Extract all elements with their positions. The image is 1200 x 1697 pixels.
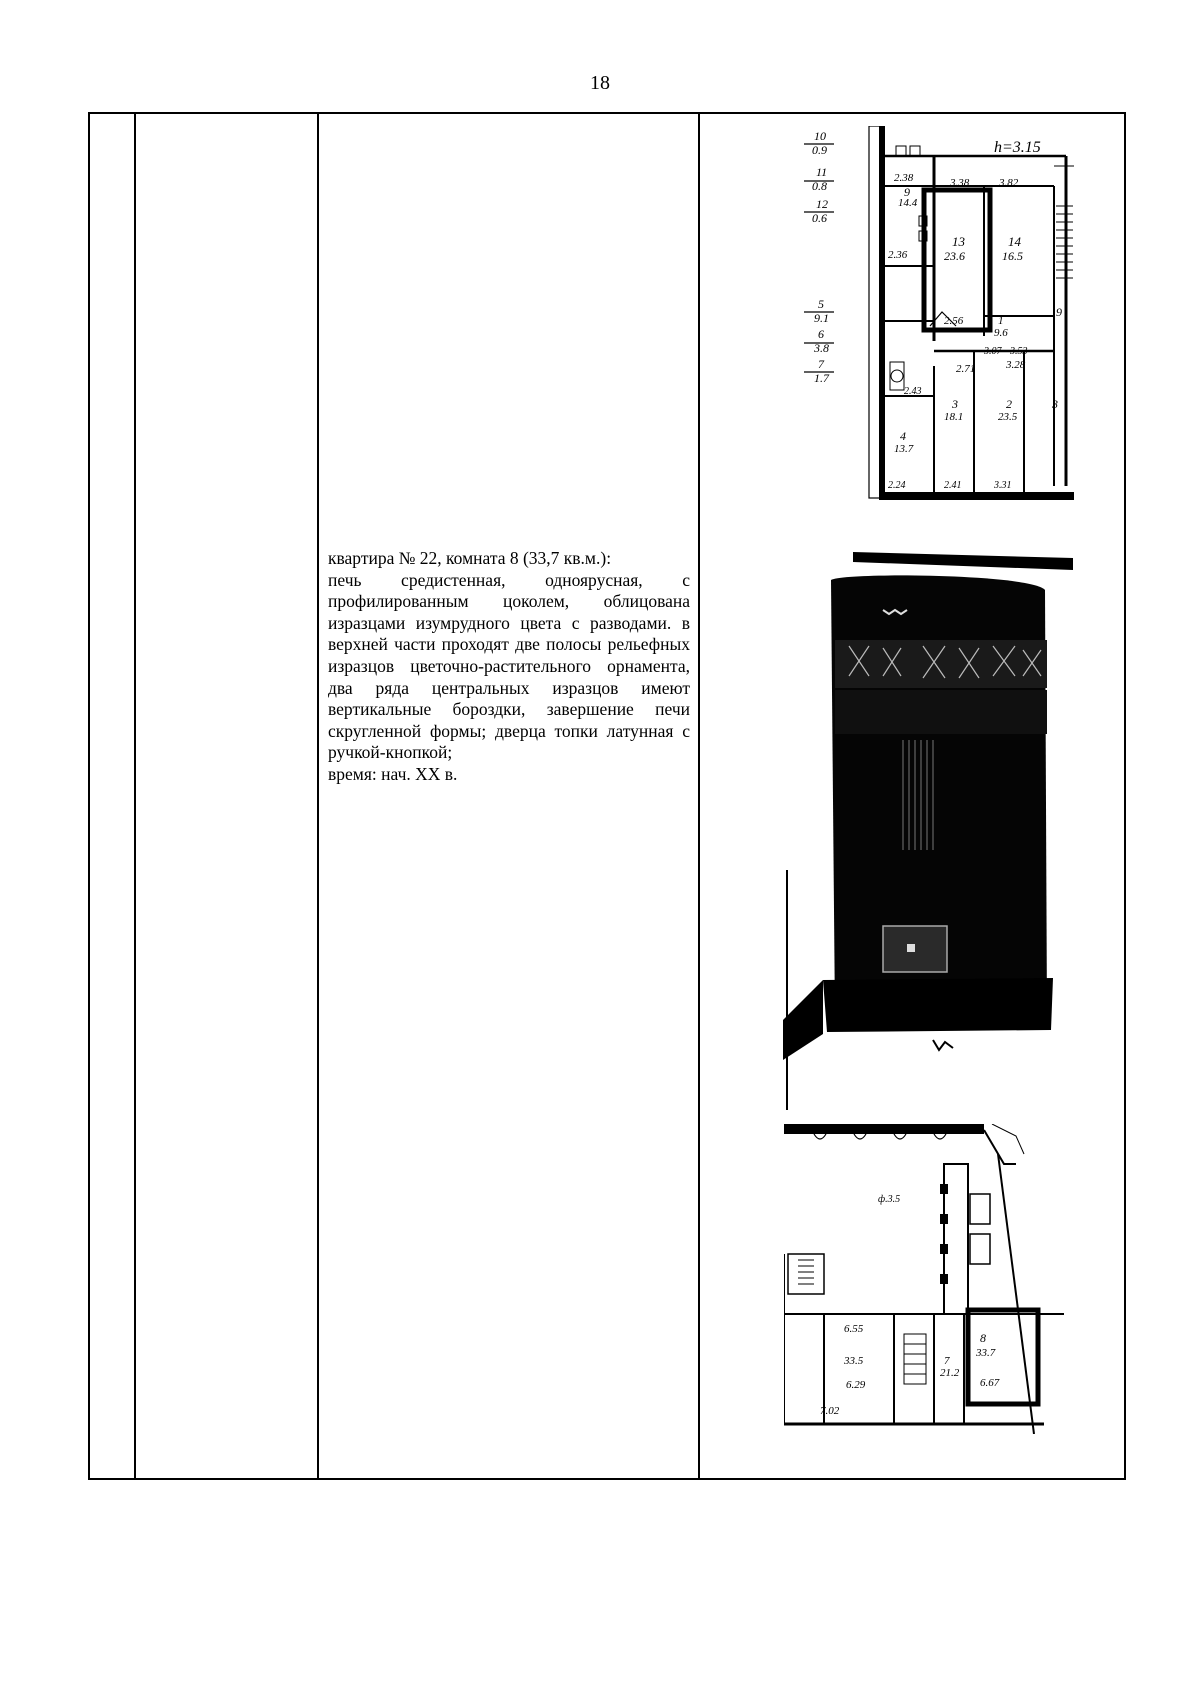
svg-text:18.1: 18.1 <box>944 411 964 423</box>
svg-text:11: 11 <box>816 165 828 179</box>
floor-plan-apartment <box>784 126 1074 508</box>
svg-text:0.8: 0.8 <box>812 179 827 193</box>
svg-text:10: 10 <box>814 129 826 143</box>
svg-text:9.6: 9.6 <box>994 327 1008 339</box>
svg-text:12: 12 <box>816 197 828 211</box>
floor-plan-building <box>784 1124 1074 1434</box>
stove-description <box>328 548 690 786</box>
stove-photo <box>783 550 1075 1110</box>
svg-text:3.82: 3.82 <box>999 177 1019 189</box>
svg-text:3.31: 3.31 <box>994 480 1012 491</box>
svg-text:6: 6 <box>818 327 824 341</box>
svg-text:3.07: 3.07 <box>984 346 1002 357</box>
apartment-room-line: квартира № 22, комната 8 (33,7 кв.м.): <box>328 548 612 568</box>
svg-text:7.02: 7.02 <box>820 1405 840 1417</box>
svg-text:2.41: 2.41 <box>944 480 962 491</box>
svg-text:9: 9 <box>1056 305 1062 319</box>
svg-text:2.38: 2.38 <box>894 172 914 184</box>
svg-text:13: 13 <box>952 234 965 249</box>
svg-text:2.24: 2.24 <box>888 480 906 491</box>
svg-text:6.55: 6.55 <box>844 1323 864 1335</box>
dating-line: время: нач. XX в. <box>328 763 458 784</box>
stove-description-text: печь средистенная, одноярусная, с профилированным цоколем, облицована изразцами изумрудного цвета с разводами. в верхней части проходят две полосы рельефных изразцов цветочно-растительного орнамента, два ряда центральных изразцов имеют вертикальные бороздки, завершение печи скругленной формы; дверца топки латунная с ручкой-кнопкой; <box>328 569 690 763</box>
column-divider <box>134 114 136 1478</box>
inventory-table <box>88 112 1126 1480</box>
svg-text:14.4: 14.4 <box>898 197 918 209</box>
svg-text:7: 7 <box>818 357 824 371</box>
svg-text:5: 5 <box>818 297 824 311</box>
svg-text:23.6: 23.6 <box>944 249 965 263</box>
svg-text:13.7: 13.7 <box>894 443 914 455</box>
svg-text:2.56: 2.56 <box>944 315 964 327</box>
svg-text:1: 1 <box>998 315 1004 327</box>
svg-text:14: 14 <box>1008 234 1021 249</box>
svg-text:2.43: 2.43 <box>904 386 922 397</box>
svg-text:3.28: 3.28 <box>1006 359 1026 371</box>
svg-text:3.38: 3.38 <box>950 177 970 189</box>
svg-text:ф.3.5: ф.3.5 <box>878 1194 901 1205</box>
svg-text:2.36: 2.36 <box>888 249 908 261</box>
svg-text:2.71: 2.71 <box>956 363 976 375</box>
svg-text:23.5: 23.5 <box>998 411 1018 423</box>
svg-text:4: 4 <box>900 429 906 443</box>
svg-text:3: 3 <box>952 397 958 411</box>
svg-text:7: 7 <box>944 1355 950 1367</box>
svg-text:9.1: 9.1 <box>814 311 829 325</box>
column-divider <box>317 114 319 1478</box>
svg-text:6.29: 6.29 <box>846 1379 866 1391</box>
svg-text:h=3.15: h=3.15 <box>994 139 1041 156</box>
svg-text:2: 2 <box>1006 397 1012 411</box>
svg-text:3: 3 <box>1052 397 1058 411</box>
svg-text:8: 8 <box>980 1331 986 1345</box>
svg-text:21.2: 21.2 <box>940 1367 960 1379</box>
svg-text:33.5: 33.5 <box>844 1355 864 1367</box>
svg-text:33.7: 33.7 <box>976 1347 996 1359</box>
svg-text:6.67: 6.67 <box>980 1377 1000 1389</box>
svg-text:1.7: 1.7 <box>814 371 829 385</box>
svg-text:0.9: 0.9 <box>812 143 827 157</box>
svg-text:16.5: 16.5 <box>1002 249 1023 263</box>
page-number: 18 <box>590 72 610 94</box>
svg-text:3.8: 3.8 <box>814 341 829 355</box>
svg-text:0.6: 0.6 <box>812 211 827 225</box>
svg-text:3.53: 3.53 <box>1010 346 1028 357</box>
column-divider <box>698 114 700 1478</box>
svg-text:9: 9 <box>904 185 910 199</box>
